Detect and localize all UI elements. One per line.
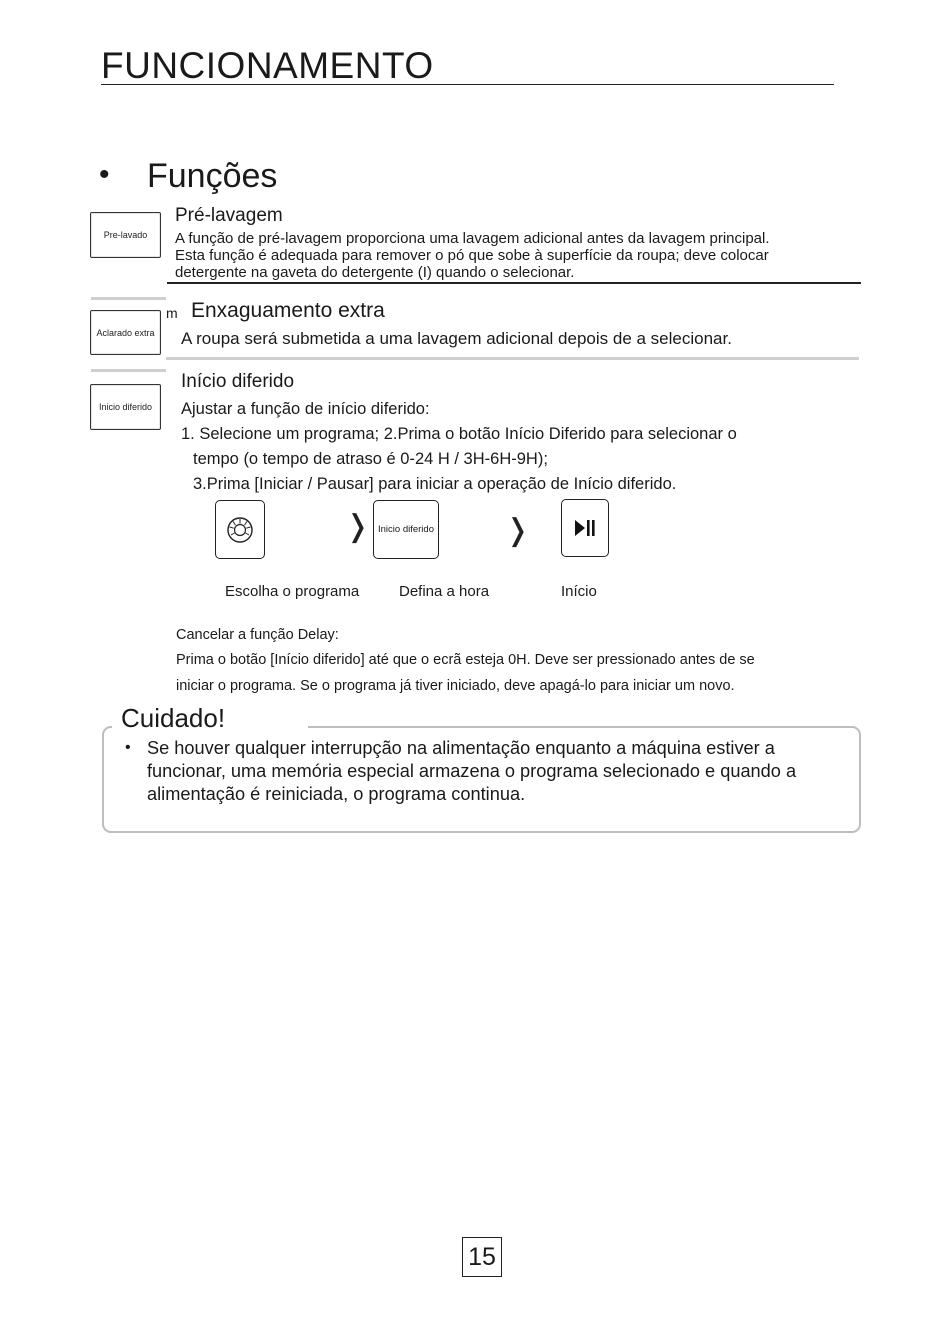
step-label: Escolha o programa (225, 583, 360, 600)
caution-text (147, 737, 847, 806)
aclarado-extra-button-icon (90, 310, 161, 355)
page-title: FUNCIONAMENTO (101, 45, 434, 86)
caution-bullet: • (125, 739, 131, 756)
chevron-right-icon: ❭ (505, 514, 531, 547)
prelavagem-description (175, 230, 865, 281)
caution-line: Se houver qualquer interrupção na alimentação enquanto a máquina estiver a (147, 738, 775, 758)
inicio-diferido-line: tempo (o tempo de atraso é 0-24 H / 3H-6H-9H); (193, 450, 548, 468)
section-divider (167, 282, 861, 284)
step-label: Defina a hora (399, 583, 490, 600)
inicio-diferido-line: 3.Prima [Iniciar / Pausar] para iniciar a operação de Início diferido. (193, 475, 677, 493)
inicio-diferido-line: Ajustar a função de início diferido: (181, 400, 430, 418)
enxaguamento-description: A roupa será submetida a uma lavagem adicional depois de a selecionar. (181, 329, 732, 348)
prelavado-button-label: Pre-lavado (103, 230, 148, 240)
prelavagem-line: A função de pré-lavagem proporciona uma lavagem adicional antes da lavagem principal. (175, 230, 770, 247)
prelavagem-line: detergente na gaveta do detergente (I) quando o selecionar. (175, 264, 575, 281)
inicio-diferido-line: 1. Selecione um programa; 2.Prima o botão Início Diferido para selecionar o (181, 425, 737, 443)
section-title: Funções (147, 157, 278, 195)
program-knob-icon (215, 500, 265, 559)
section-bullet: • (99, 158, 110, 191)
caution-title: Cuidado! (121, 702, 231, 734)
cancel-delay-heading: Cancelar a função Delay: (176, 627, 339, 643)
inicio-diferido-button-icon (90, 384, 161, 430)
caution-line: funcionar, uma memória especial armazena o programa selecionado e quando a (147, 761, 797, 781)
grey-divider (166, 357, 859, 360)
chevron-right-icon: ❭ (345, 510, 371, 543)
cancel-delay-line: iniciar o programa. Se o programa já tiver iniciado, deve apagá-lo para iniciar um novo. (176, 678, 735, 694)
grey-divider (91, 369, 166, 372)
page-number: 15 (462, 1237, 502, 1277)
prelavagem-line: Esta função é adequada para remover o pó que sobe à superfície da roupa; deve colocar (175, 247, 769, 264)
enxaguamento-title: Enxaguamento extra (191, 299, 385, 322)
grey-divider (91, 297, 166, 300)
inicio-diferido-button-label: Inicio diferido (98, 402, 153, 412)
step-label: Início (561, 583, 597, 600)
inicio-diferido-title: Início diferido (181, 371, 295, 392)
prelavagem-title: Pré-lavagem (175, 205, 283, 226)
play-pause-icon (561, 499, 609, 557)
aclarado-extra-button-label: Aclarado extra (96, 327, 155, 338)
marker-text: m (166, 305, 178, 321)
prelavado-button-icon (90, 212, 161, 258)
title-underline (101, 84, 834, 85)
delay-start-step-button (373, 500, 439, 559)
cancel-delay-line: Prima o botão [Início diferido] até que o ecrã esteja 0H. Deve ser pressionado antes de se (176, 652, 755, 668)
delay-start-step-label: Inicio diferido (378, 524, 434, 535)
caution-line: alimentação é reiniciada, o programa continua. (147, 784, 526, 804)
